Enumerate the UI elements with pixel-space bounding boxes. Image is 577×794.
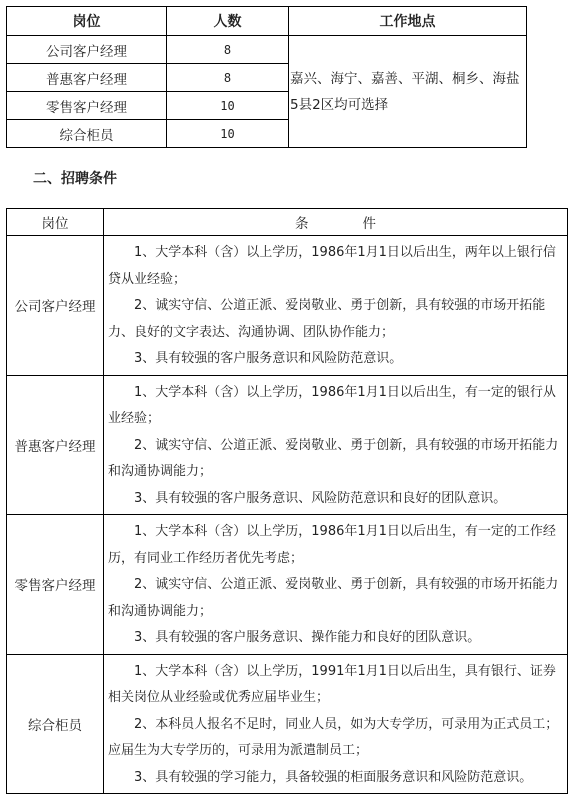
condition-item: 3、具有较强的学习能力，具备较强的柜面服务意识和风险防范意识。: [134, 769, 533, 785]
condition-item: 3、具有较强的客户服务意识、操作能力和良好的团队意识。: [134, 630, 481, 645]
table-row: [7, 654, 568, 794]
conditions-cell: [104, 375, 568, 515]
conditions-cell: [104, 515, 568, 655]
position-cell: 公司客户经理: [7, 36, 167, 64]
position-cell: 零售客户经理: [7, 515, 104, 655]
position-cell: 综合柜员: [7, 654, 104, 794]
table-row: [7, 375, 568, 515]
condition-item: 3、具有较强的客户服务意识、风险防范意识和良好的团队意识。: [134, 490, 507, 506]
table-header-row: [7, 7, 527, 36]
position-cell: 综合柜员: [7, 120, 167, 148]
count-cell: 10: [167, 120, 289, 148]
count-cell: 8: [167, 64, 289, 92]
condition-item: 1、大学本科（含）以上学历，1986年1月1日以后出生，有一定的工作经历，有同业工作经历者优先考虑；: [108, 524, 556, 566]
condition-item: 1、大学本科（含）以上学历，1986年1月1日以后出生，两年以上银行信贷从业经验；: [108, 245, 556, 287]
header-position: 岗位: [7, 7, 167, 36]
location-cell: 嘉兴、海宁、嘉善、平湖、桐乡、海盐5县2区均可选择: [289, 36, 527, 148]
position-cell: 普惠客户经理: [7, 64, 167, 92]
table-row: [7, 236, 568, 376]
header-position: 岗位: [7, 209, 104, 236]
conditions-table: [6, 208, 568, 794]
conditions-cell: [104, 654, 568, 794]
count-cell: 10: [167, 92, 289, 120]
condition-item: 1、大学本科（含）以上学历，1986年1月1日以后出生，有一定的银行从业经验；: [108, 384, 556, 426]
position-cell: 零售客户经理: [7, 92, 167, 120]
condition-item: 1、大学本科（含）以上学历，1991年1月1日以后出生，具有银行、证券相关岗位从业经验或优秀应届毕业生；: [108, 663, 556, 705]
condition-item: 3、具有较强的客户服务意识和风险防范意识。: [134, 351, 403, 366]
condition-item: 2、诚实守信、公道正派、爱岗敬业、勇于创新，具有较强的市场开拓能力和沟通协调能力；: [108, 577, 559, 619]
condition-item: 2、诚实守信、公道正派、爱岗敬业、勇于创新，具有较强的市场开拓能力和沟通协调能力；: [108, 437, 559, 479]
headcount-table: [6, 6, 527, 148]
condition-item: 2、本科员人报名不足时，同业人员，如为大专学历，可录用为正式员工；应届生为大专学历的，可录用为派遣制员工；: [108, 716, 559, 758]
conditions-cell: [104, 236, 568, 376]
table-row: [7, 515, 568, 655]
position-cell: 普惠客户经理: [7, 375, 104, 515]
table-row: [7, 36, 527, 64]
table-header-row: [7, 209, 568, 236]
header-count: 人数: [167, 7, 289, 36]
section-title: 二、招聘条件: [33, 171, 117, 187]
condition-item: 2、诚实守信、公道正派、爱岗敬业、勇于创新，具有较强的市场开拓能力、良好的文字表达、沟通协调、团队协作能力；: [108, 298, 546, 340]
header-conditions: 条 件: [104, 209, 568, 236]
position-cell: 公司客户经理: [7, 236, 104, 376]
count-cell: 8: [167, 36, 289, 64]
header-location: 工作地点: [289, 7, 527, 36]
